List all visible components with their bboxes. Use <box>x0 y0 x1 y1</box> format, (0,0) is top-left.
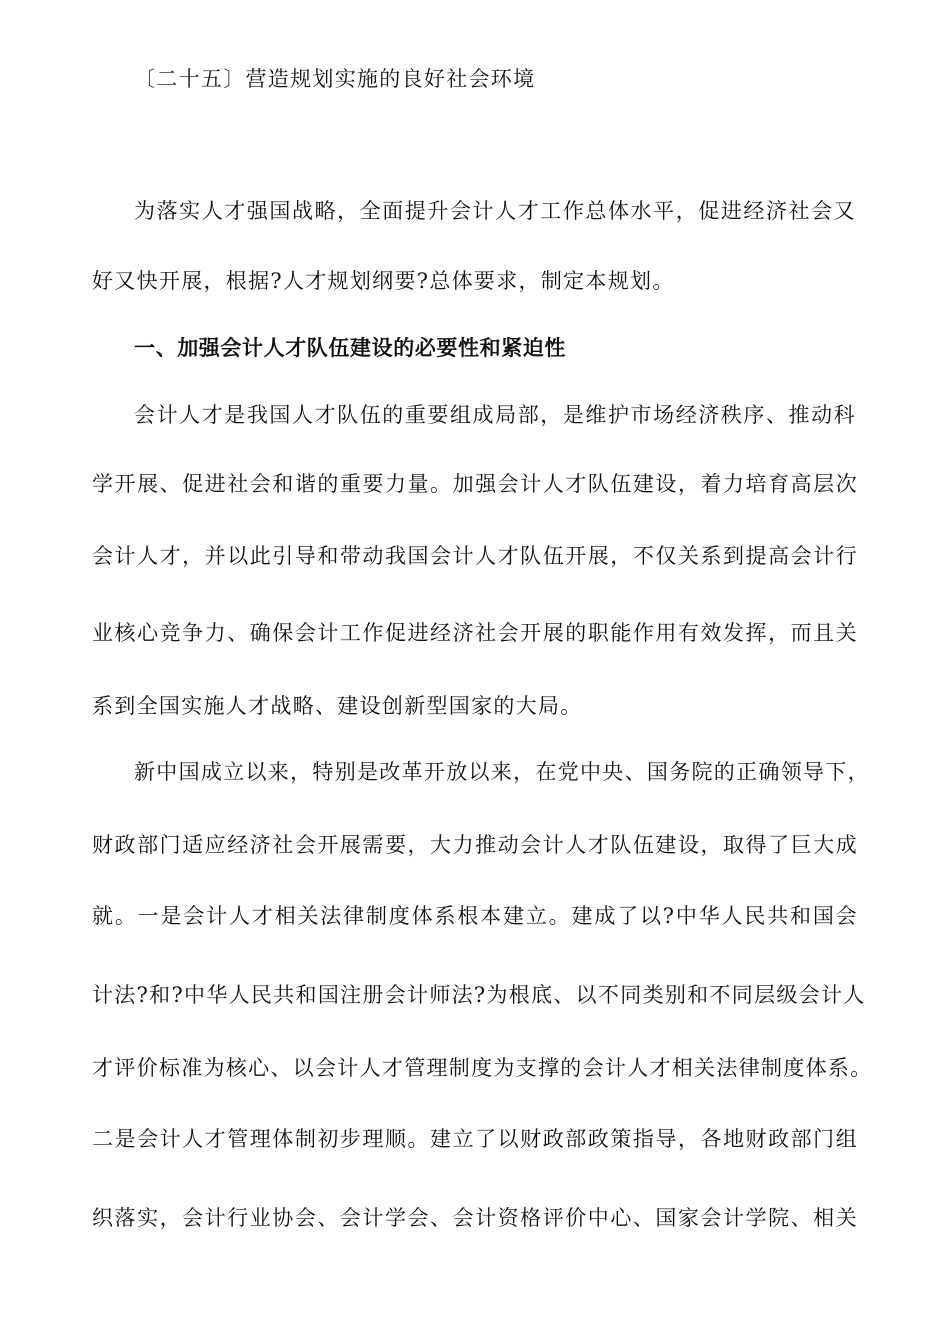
paragraph1-line-5: 系到全国实施人才战略、建设创新型国家的大局。 <box>92 694 583 718</box>
paragraph2-line-4: 计法?和?中华人民共和国注册会计师法?为根底、以不同类别和不同层级会计人 <box>92 983 866 1007</box>
paragraph2-line-6: 二是会计人才管理体制初步理顺。建立了以财政部政策指导，各地财政部门组 <box>92 1127 858 1151</box>
intro-line-2: 好又快开展，根据?人才规划纲要?总体要求，制定本规划。 <box>92 269 675 293</box>
paragraph1-line-3: 会计人才，并以此引导和带动我国会计人才队伍开展，不仅关系到提高会计行 <box>92 544 858 568</box>
toc-entry: 〔二十五〕营造规划实施的良好社会环境 <box>134 67 536 91</box>
paragraph2-line-1: 新中国成立以来，特别是改革开放以来，在党中央、国务院的正确领导下， <box>134 760 870 784</box>
paragraph2-line-3: 就。一是会计人才相关法律制度体系根本建立。建成了以?中华人民共和国会 <box>92 904 858 928</box>
paragraph1-line-2: 学开展、促进社会和谐的重要力量。加强会计人才队伍建设，着力培育高层次 <box>92 472 858 496</box>
intro-line-1: 为落实人才强国战略，全面提升会计人才工作总体水平，促进经济社会又 <box>134 199 856 223</box>
paragraph1-line-1: 会计人才是我国人才队伍的重要组成局部，是维护市场经济秩序、推动科 <box>134 403 856 427</box>
paragraph1-line-4: 业核心竞争力、确保会计工作促进经济社会开展的职能作用有效发挥，而且关 <box>92 621 858 645</box>
paragraph2-line-2: 财政部门适应经济社会开展需要，大力推动会计人才队伍建设，取得了巨大成 <box>92 833 858 857</box>
section-heading: 一、加强会计人才队伍建设的必要性和紧迫性 <box>134 336 566 360</box>
paragraph2-line-5: 才评价标准为核心、以会计人才管理制度为支撑的会计人才相关法律制度体系。 <box>92 1056 873 1080</box>
paragraph2-line-7: 织落实，会计行业协会、会计学会、会计资格评价中心、国家会计学院、相关 <box>92 1206 858 1230</box>
